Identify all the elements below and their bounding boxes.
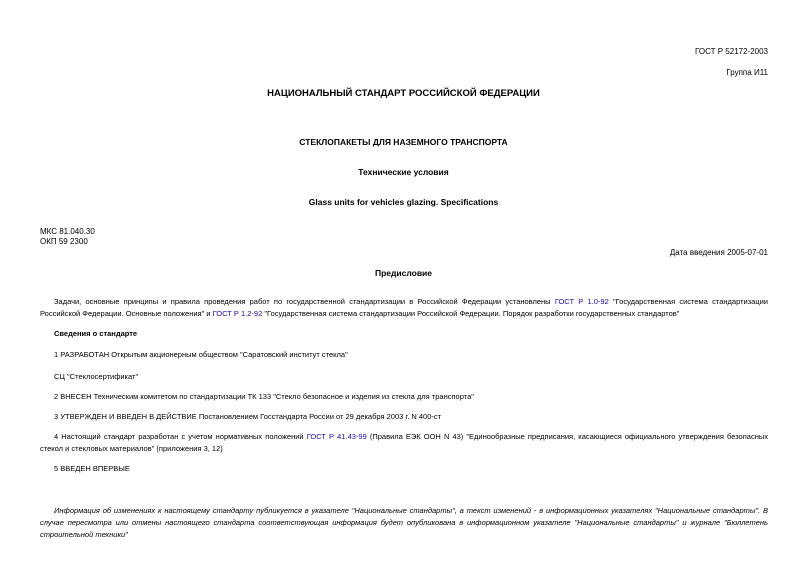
foreword-paragraph: Задачи, основные принципы и правила проведения работ по государственной стандартизации в Российской Федерации установлены ГОСТ Р 1.0-92 "Государственная система стандартизации Российской Федерации. Основные положения" и ГОСТ Р 1.2-92 "Государственная система стандартизации Российской Федерации. Порядок разработки государственных стандартов" — [40, 297, 768, 318]
changes-info-paragraph: Информация об изменениях к настоящему стандарту публикуется в указателе "Национальные стандарты", а текст изменений - в информационных указателях "Национальные стандарты". В случае пересмотра или отмены настоящего стандарта соответствующая информация будет опубликована в информационном указателе "Национальные стандарты" и журнале "Бюллетень строительной техники" — [40, 506, 768, 539]
gost-1-2-92-link[interactable]: ГОСТ Р 1.2-92 — [212, 309, 263, 318]
document-subtitle: Технические условия — [358, 167, 449, 177]
foreword-heading: Предисловие — [374, 268, 433, 278]
intro-date: Дата введения 2005-07-01 — [669, 248, 768, 257]
national-standard-title: НАЦИОНАЛЬНЫЙ СТАНДАРТ РОССИЙСКОЙ ФЕДЕРАЦИИ — [267, 88, 540, 99]
gost-number: ГОСТ Р 52172-2003 — [695, 47, 768, 56]
item-submitted: 2 ВНЕСЕН Техническим комитетом по стандартизации ТК 133 "Стекло безопасное и изделия из стекла для транспорта" — [54, 392, 474, 401]
item-first-introduced: 5 ВВЕДЕН ВПЕРВЫЕ — [54, 464, 130, 473]
gost-41-43-99-link[interactable]: ГОСТ Р 41.43-99 — [306, 432, 367, 441]
okp-code: ОКП 59 2300 — [40, 237, 88, 246]
item-developed: 1 РАЗРАБОТАН Открытым акционерным обществом "Саратовский институт стекла" — [54, 350, 348, 359]
document-title: СТЕКЛОПАКЕТЫ ДЛЯ НАЗЕМНОГО ТРАНСПОРТА — [299, 137, 508, 147]
group-code: Группа И11 — [726, 68, 768, 77]
item-based-on: 4 Настоящий стандарт разработан с учетом нормативных положений ГОСТ Р 41.43-99 (Правила ЕЭК ООН N 43) "Единообразные предписания, касающиеся официального утверждения безопасных стекол и стекловых материалов" (приложения 3, 12) — [40, 432, 768, 453]
english-title: Glass units for vehicles glazing. Specifications — [308, 197, 499, 207]
gost-1-0-92-link[interactable]: ГОСТ Р 1.0-92 — [554, 297, 609, 306]
item-cert-center: СЦ "Стеклосертификат" — [54, 372, 139, 381]
item-approved: 3 УТВЕРЖДЕН И ВВЕДЕН В ДЕЙСТВИЕ Постановлением Госстандарта России от 29 декабря 2003 г. N 400-ст — [54, 412, 442, 421]
about-standard-heading: Сведения о стандарте — [54, 329, 138, 338]
mks-code: МКС 81.040.30 — [40, 227, 95, 236]
